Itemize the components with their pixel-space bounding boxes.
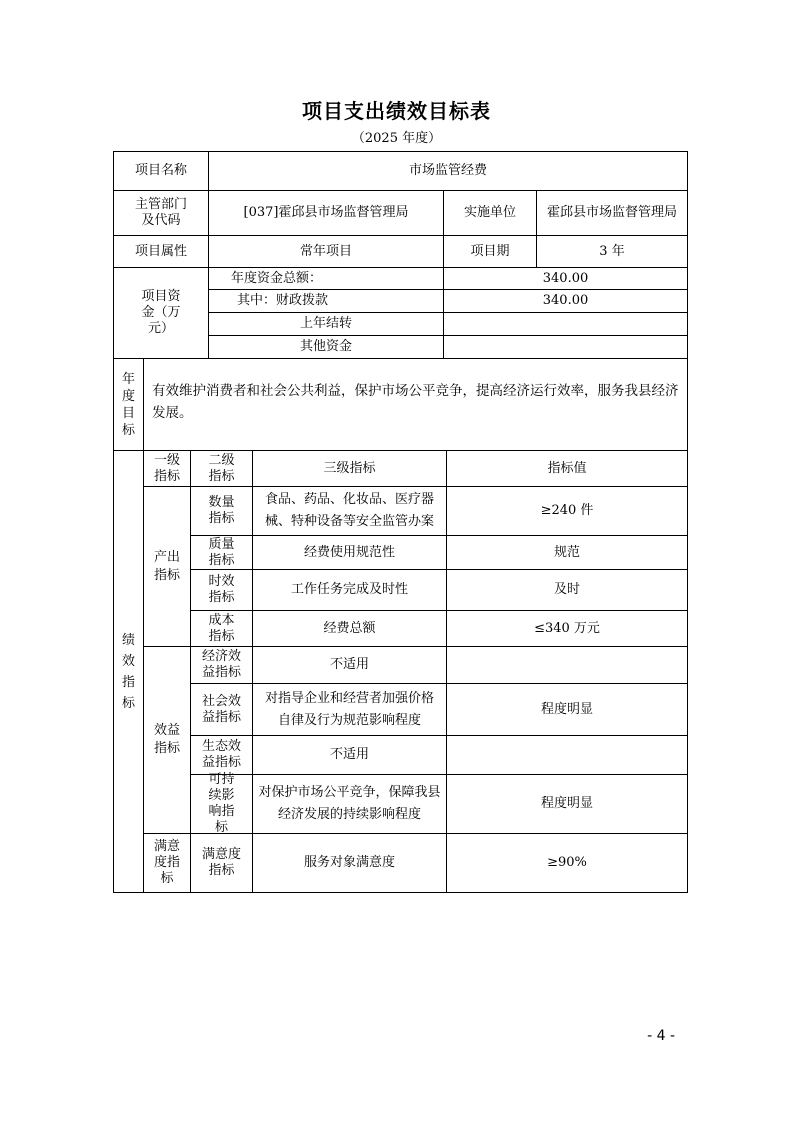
level2-timeliness: 时效指标 — [208, 574, 235, 605]
level3-satisfaction: 服务对象满意度 — [303, 855, 395, 870]
funds-carryover-label: 上年结转 — [299, 316, 352, 331]
annual-goal-label: 年度目标 — [121, 371, 135, 438]
level2-cost: 成本指标 — [208, 612, 235, 644]
level3-quality: 经费使用规范性 — [303, 544, 395, 560]
value-satisfaction: ≥90% — [547, 855, 587, 870]
level1-benefit: 效益指标 — [153, 723, 180, 756]
funds-total-value: 340.00 — [542, 270, 589, 286]
funds-other-value — [444, 336, 687, 358]
header-value: 指标值 — [547, 460, 587, 476]
dept-value: [037]霍邱县市场监督管理局 — [243, 205, 409, 220]
project-name-value: 市场监管经费 — [408, 163, 487, 178]
header-level1: 一级指标 — [153, 452, 180, 484]
level3-economic: 不适用 — [329, 657, 369, 672]
project-name-label: 项目名称 — [134, 163, 187, 178]
unit-value: 霍邱县市场监督管理局 — [547, 205, 678, 220]
funds-total-label: 年度资金总额： — [231, 270, 323, 286]
value-cost: ≤340 万元 — [534, 620, 600, 636]
page-number: - 4 - — [647, 1028, 675, 1044]
period-label: 项目期 — [470, 243, 510, 259]
level2-economic: 经济效益指标 — [201, 649, 241, 680]
header-level3: 三级指标 — [323, 460, 376, 476]
level3-timeliness: 工作任务完成及时性 — [290, 582, 408, 597]
funds-fiscal-value: 340.00 — [542, 293, 589, 308]
performance-indicators-label: 绩效指标 — [121, 632, 135, 711]
attr-value: 常年项目 — [299, 243, 352, 259]
level2-sustainable: 可持续影响指标 — [208, 772, 235, 835]
level2-quantity: 数量指标 — [208, 495, 235, 526]
funds-label: 项目资金（万元） — [141, 289, 181, 336]
annual-goal-text: 有效维护消费者和社会公共利益，保护市场公平竞争，提高经济运行效率，服务我县经济发展。 — [152, 383, 679, 421]
value-ecological — [447, 736, 687, 774]
attr-label: 项目属性 — [134, 243, 187, 259]
header-level2: 二级指标 — [208, 452, 235, 484]
unit-label: 实施单位 — [463, 205, 516, 220]
level2-ecological: 生态效益指标 — [201, 739, 241, 770]
dept-label: 主管部门及代码 — [134, 197, 187, 228]
level3-ecological: 不适用 — [329, 747, 369, 762]
period-value: 3 年 — [599, 243, 625, 259]
level1-output: 产出指标 — [153, 549, 180, 583]
value-economic — [447, 647, 687, 683]
level2-satisfaction: 满意度指标 — [201, 847, 241, 878]
level3-sustainable: 对保护市场公平竞争，保障我县经济发展的持续影响程度 — [258, 785, 441, 822]
level3-social: 对指导企业和经营者加强价格自律及行为规范影响程度 — [264, 690, 434, 728]
level2-social: 社会效益指标 — [201, 693, 241, 725]
value-quality: 规范 — [553, 544, 580, 560]
level1-satisfaction: 满意度指标 — [153, 839, 180, 886]
funds-carryover-value — [444, 313, 687, 335]
value-social: 程度明显 — [540, 701, 593, 717]
value-quantity: ≥240 件 — [540, 503, 594, 518]
level2-quality: 质量指标 — [208, 536, 235, 568]
year-subtitle: （2025 年度） — [351, 131, 442, 146]
level3-quantity: 食品、药品、化妆品、医疗器械、特种设备等安全监管办案 — [264, 492, 434, 529]
funds-fiscal-label: 其中：财政拨款 — [237, 293, 329, 308]
funds-other-label: 其他资金 — [299, 339, 352, 354]
value-timeliness: 及时 — [553, 582, 580, 597]
value-sustainable: 程度明显 — [540, 796, 593, 811]
page-title: 项目支出绩效目标表 — [302, 99, 491, 123]
level3-cost: 经费总额 — [323, 620, 376, 636]
